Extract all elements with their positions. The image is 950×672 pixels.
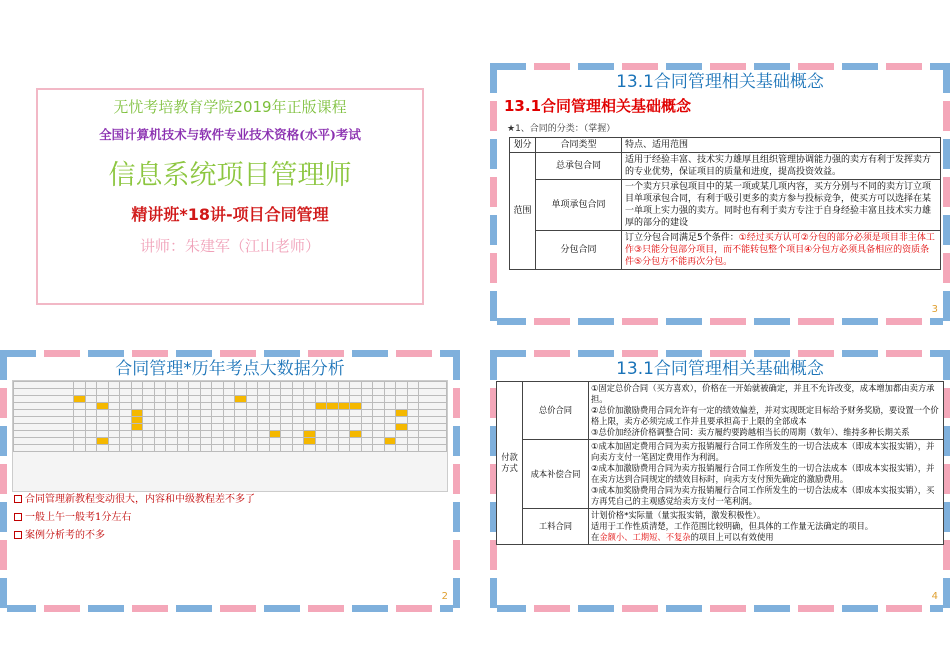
exam-stats-image [12,380,448,492]
decor-stripe [490,63,950,70]
decor-stripe [490,350,950,357]
bullet-text: 案例分析考的不多 [25,530,105,541]
lecture-title: 精讲班*18讲-项目合同管理 [131,205,329,224]
slide-payment-types[interactable] [490,350,950,612]
decor-stripe [0,605,460,612]
desc-line: ①成本加固定费用合同为卖方报销履行合同工作所发生的一切合法成本（即成本实报实销），并向卖方支付一笔固定费用作为利润。 [591,441,935,462]
table-header: 特点、适用范围 [622,138,941,153]
payment-type-table [496,381,944,545]
decor-stripe [0,350,460,357]
desc-cell: 一个卖方只承包项目中的某一项或某几项内容，买方分别与不同的卖方订立项目单项承包合同，有利于吸引更多的卖方参与投标竞争，使买方可以选择在某一单项上实力强的卖方。同时也有利于卖方专注于自身经验丰富且技术实力雄厚的部分的建设 [622,180,941,231]
slide-exam-analysis[interactable] [0,350,460,612]
desc-line: 适用于工作性质清楚，工作范围比较明确，但具体的工作量无法确定的项目。 [591,521,874,531]
course-line: 无忧考培教育学院2019年正版课程 [113,98,347,116]
decor-stripe [453,350,460,612]
bullet-text: 一般上午一般考1分左右 [25,512,132,523]
decor-stripe [490,63,497,325]
page-number: 4 [931,591,938,602]
slide-title: 13.1合同管理相关基础概念 [616,359,824,379]
decor-stripe [490,605,950,612]
page-number: 3 [931,304,938,315]
desc-cell [589,382,944,440]
type-cell: 分包合同 [536,231,622,270]
checkbox-icon [14,513,22,521]
desc-cell [589,509,944,545]
cover-frame [36,88,424,305]
page-number: 2 [441,591,448,602]
desc-cell: 适用于经验丰富、技术实力雄厚且组织管理协调能力强的卖方有利于发挥卖方的专业优势，保证项目的质量和进度，提高投资效益。 [622,153,941,180]
desc-cell [589,440,944,509]
bullet-text: 合同管理新教程变动很大，内容和中级教程差不多了 [25,494,255,505]
type-cell: 总承包合同 [536,153,622,180]
desc-text: 在 [591,532,600,542]
exam-line: 全国计算机技术与软件专业技术资格(水平)考试 [99,127,361,142]
bullet-item [14,508,131,523]
desc-line [591,532,941,543]
desc-text: 订立分包合同满足5个条件： [625,233,739,243]
exam-stats-grid [13,381,447,452]
bullet-item [14,526,105,541]
decor-stripe [943,350,950,612]
type-cell: 单项承包合同 [536,180,622,231]
section-heading: 13.1合同管理相关基础概念 [504,97,692,115]
desc-highlight: 金额小、工期短、不复杂 [599,532,691,542]
desc-line: ②总价加激励费用合同允许有一定的绩效偏差，并对实现既定目标给予财务奖励，要设置一个价格上限，卖方必须完成工作并且要承担高于上限的全部成本 [591,405,939,426]
group-cell: 付款方式 [497,382,523,545]
slide-contract-types[interactable] [490,63,950,325]
slide-title: 13.1合同管理相关基础概念 [616,72,824,92]
decor-stripe [490,318,950,325]
desc-cell [622,231,941,270]
desc-line: ②成本加激励费用合同为卖方报销履行合同工作所发生的一切合法成本（即成本实报实销），并在卖方达到合同规定的绩效目标时，向卖方支付预先确定的激励费用。 [591,463,935,484]
desc-line: ①固定总价合同（买方喜欢），价格在一开始就被确定，并且不允许改变，成本增加都由卖方承担。 [591,383,935,404]
checkbox-icon [14,531,22,539]
section-note: ★1、合同的分类：（掌握） [507,124,616,134]
desc-line: ③总价加经济价格调整合同：卖方履约要跨越相当长的周期（数年）、维持多种长期关系 [591,427,910,437]
table-header: 合同类型 [536,138,622,153]
checkbox-icon [14,495,22,503]
desc-text: 的项目上可以有效使用 [690,532,774,542]
desc-line: 计划价格*实际量（量实报实销，激发积极性）。 [591,510,766,520]
lecturer: 讲师：朱建军（江山老师） [139,237,320,255]
bullet-item [14,490,255,505]
decor-stripe [943,63,950,325]
desc-highlight: ①经过买方认可②分包的部分必须是项目非主体工作③只能分包部分项目，而不能转包整个项目④分包方必须具备相应的资质条件⑤分包方不能再次分包。 [625,233,935,267]
desc-line: ③成本加奖励费用合同为卖方报销履行合同工作所发生的一切合法成本（即成本实报实销），买方再凭自己的主观感觉给卖方支付一笔利润。 [591,485,935,506]
slide-title: 合同管理*历年考点大数据分析 [115,359,345,379]
type-cell: 总价合同 [523,382,589,440]
course-title: 信息系统项目管理师 [108,160,352,191]
type-cell: 工料合同 [523,509,589,545]
type-cell: 成本补偿合同 [523,440,589,509]
group-cell: 范围 [510,153,536,270]
table-header: 划分 [510,138,536,153]
decor-stripe [0,350,7,612]
contract-type-table [509,137,941,270]
slide-cover[interactable] [0,55,460,317]
